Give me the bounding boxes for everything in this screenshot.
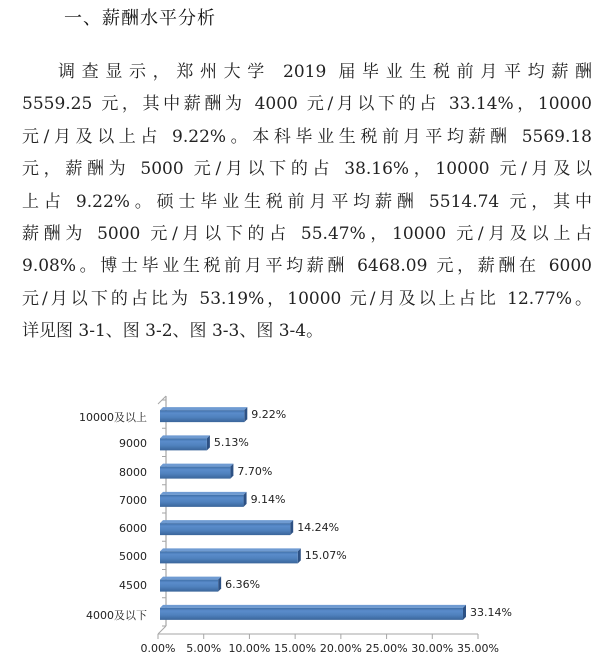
x-tick-label: 5.00% [186, 642, 222, 655]
bar-4000及以下 [160, 608, 463, 620]
x-tick-label: 0.00% [140, 642, 176, 655]
bar-value-label: 9.22% [251, 408, 287, 422]
bar-top-face [160, 435, 210, 438]
bar-10000及以上 [160, 410, 244, 422]
floor-edge [158, 626, 166, 634]
bar-value-label: 6.36% [225, 577, 261, 591]
section-heading: 一、薪酬水平分析 [64, 8, 216, 29]
bar-6000 [160, 523, 290, 535]
bar-top-face [160, 577, 221, 580]
category-label: 4000及以下 [86, 608, 147, 622]
salary-summary-paragraph [22, 56, 592, 348]
bar-8000 [160, 467, 230, 479]
bar-top-face [160, 407, 247, 410]
x-tick-label: 20.00% [319, 642, 362, 655]
category-label: 10000及以上 [79, 411, 147, 425]
paragraph-line: 调查显示，郑州大学 2019 届毕业生税前月平均薪酬 [58, 62, 592, 82]
paragraph-line: 薪酬为 5000 元/月以下的占 55.47%，10000 元/月及以上占 [22, 223, 592, 244]
paragraph-line: 详见图 3-1、图 3-2、图 3-3、图 3-4。 [22, 321, 324, 342]
bar-top-face [160, 520, 293, 523]
bar-value-label: 14.24% [297, 521, 340, 535]
category-label: 7000 [119, 493, 147, 507]
paragraph-line: 9.08%。博士毕业生税前月平均薪酬 6468.09 元，薪酬在 6000 [22, 256, 592, 277]
x-tick-label: 10.00% [228, 642, 271, 655]
bar-7000 [160, 495, 244, 507]
paragraph-line: 元/月及以上占 9.22%。本科毕业生税前月平均薪酬 5569.18 [22, 126, 592, 147]
x-tick-label: 15.00% [274, 642, 317, 655]
paragraph-line: 上占 9.22%。硕士毕业生税前月平均薪酬 5514.74 元，其中 [22, 191, 592, 212]
bar-top-face [160, 464, 233, 467]
bar-value-label: 7.70% [237, 464, 273, 478]
x-tick-label: 30.00% [411, 642, 454, 655]
category-label: 9000 [119, 437, 147, 451]
paragraph-line: 元/月以下的占比为 53.19%，10000 元/月及以上占比 12.77%。 [22, 288, 592, 309]
paragraph-line: 5559.25 元，其中薪酬为 4000 元/月以下的占 33.14%，10000 [22, 94, 592, 115]
salary-distribution-bar-chart [0, 390, 612, 655]
category-label: 4500 [119, 578, 147, 592]
paragraph-line: 元，薪酬为 5000 元/月以下的占 38.16%，10000 元/月及以 [22, 159, 592, 180]
bar-top-face [160, 605, 466, 608]
category-label: 6000 [119, 522, 147, 536]
x-tick-label: 35.00% [457, 642, 499, 655]
bar-value-label: 5.13% [213, 436, 249, 450]
category-label: 8000 [119, 465, 147, 479]
bar-4500 [160, 580, 218, 592]
bar-top-face [160, 492, 247, 495]
category-label: 5000 [119, 550, 147, 564]
bar-top-face [160, 548, 301, 551]
bar-5000 [160, 551, 298, 563]
bar-value-label: 15.07% [304, 549, 347, 563]
bar-value-label: 33.14% [469, 605, 512, 619]
bar-value-label: 9.14% [250, 492, 286, 506]
bar-9000 [160, 438, 207, 450]
x-tick-label: 25.00% [365, 642, 408, 655]
